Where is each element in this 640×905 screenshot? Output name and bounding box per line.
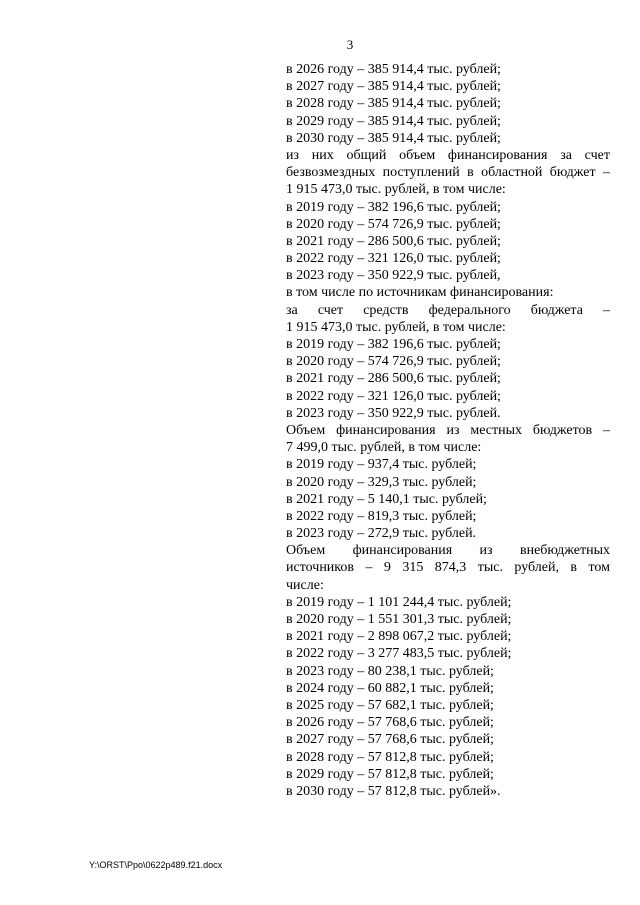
text-line: в 2022 году – 321 126,0 тыс. рублей; (286, 251, 501, 267)
text-line: из них общий объем финансирования за счет (286, 147, 610, 163)
text-line: в 2028 году – 57 812,8 тыс. рублей; (286, 749, 494, 765)
text-line: в 2022 году – 321 126,0 тыс. рублей; (286, 388, 501, 404)
text-line: источников – 9 315 874,3 тыс. рублей, в том (286, 560, 610, 576)
text-line: в 2022 году – 819,3 тыс. рублей; (286, 508, 477, 524)
text-line: в том числе по источникам финансирования: (286, 285, 554, 301)
text-line: в 2025 году – 57 682,1 тыс. рублей; (286, 697, 494, 713)
text-line: в 2023 году – 80 238,1 тыс. рублей; (286, 663, 494, 679)
text-line: в 2022 году – 3 277 483,5 тыс. рублей; (286, 646, 512, 662)
text-line: в 2023 году – 350 922,9 тыс. рублей. (286, 405, 501, 421)
text-line: числе: (286, 577, 324, 593)
text-line: в 2021 году – 286 500,6 тыс. рублей; (286, 371, 501, 387)
text-line: в 2024 году – 60 882,1 тыс. рублей; (286, 680, 494, 696)
text-line: в 2030 году – 57 812,8 тыс. рублей». (286, 783, 501, 799)
text-line: 7 499,0 тыс. рублей, в том числе: (286, 440, 482, 456)
text-line: в 2019 году – 382 196,6 тыс. рублей; (286, 199, 501, 215)
text-line: в 2028 году – 385 914,4 тыс. рублей; (286, 96, 501, 112)
text-line: за счет средств федерального бюджета – (286, 302, 610, 318)
text-line: в 2023 году – 350 922,9 тыс. рублей, (286, 268, 501, 284)
text-line: в 2021 году – 2 898 067,2 тыс. рублей; (286, 629, 512, 645)
text-line: 1 915 473,0 тыс. рублей, в том числе: (286, 319, 506, 335)
text-line: в 2020 году – 574 726,9 тыс. рублей; (286, 216, 501, 232)
text-line: в 2020 году – 329,3 тыс. рублей; (286, 474, 477, 490)
text-line: в 2020 году – 1 551 301,3 тыс. рублей; (286, 612, 512, 627)
document-body (286, 61, 610, 800)
text-line: Объем финансирования из внебюджетных (286, 543, 610, 559)
text-line: безвозмездных поступлений в областной бюджет – (286, 165, 610, 181)
text-line: в 2021 году – 286 500,6 тыс. рублей; (286, 233, 501, 249)
text-line: в 2027 году – 385 914,4 тыс. рублей; (286, 79, 501, 95)
text-line: Объем финансирования из местных бюджетов – (286, 422, 610, 438)
page-number: 3 (346, 37, 354, 52)
text-line: в 2019 году – 937,4 тыс. рублей; (286, 457, 477, 473)
text-line: в 2029 году – 385 914,4 тыс. рублей; (286, 113, 501, 129)
text-line: 1 915 473,0 тыс. рублей, в том числе: (286, 182, 506, 198)
text-line: в 2021 году – 5 140,1 тыс. рублей; (286, 491, 487, 507)
text-line: в 2020 году – 574 726,9 тыс. рублей; (286, 354, 501, 370)
text-line: в 2019 году – 1 101 244,4 тыс. рублей; (286, 594, 512, 610)
text-line: в 2029 году – 57 812,8 тыс. рублей; (286, 766, 494, 782)
text-line: в 2026 году – 385 914,4 тыс. рублей; (286, 62, 501, 77)
text-line: в 2027 году – 57 768,6 тыс. рублей; (286, 732, 494, 748)
text-line: в 2023 году – 272,9 тыс. рублей. (286, 526, 477, 542)
text-line: в 2026 году – 57 768,6 тыс. рублей; (286, 715, 494, 731)
text-line: в 2019 году – 382 196,6 тыс. рублей; (286, 337, 501, 352)
document-file-path: Y:\ORST\Ppo\0622p489.f21.docx (89, 860, 223, 870)
text-line: в 2030 году – 385 914,4 тыс. рублей; (286, 130, 501, 146)
